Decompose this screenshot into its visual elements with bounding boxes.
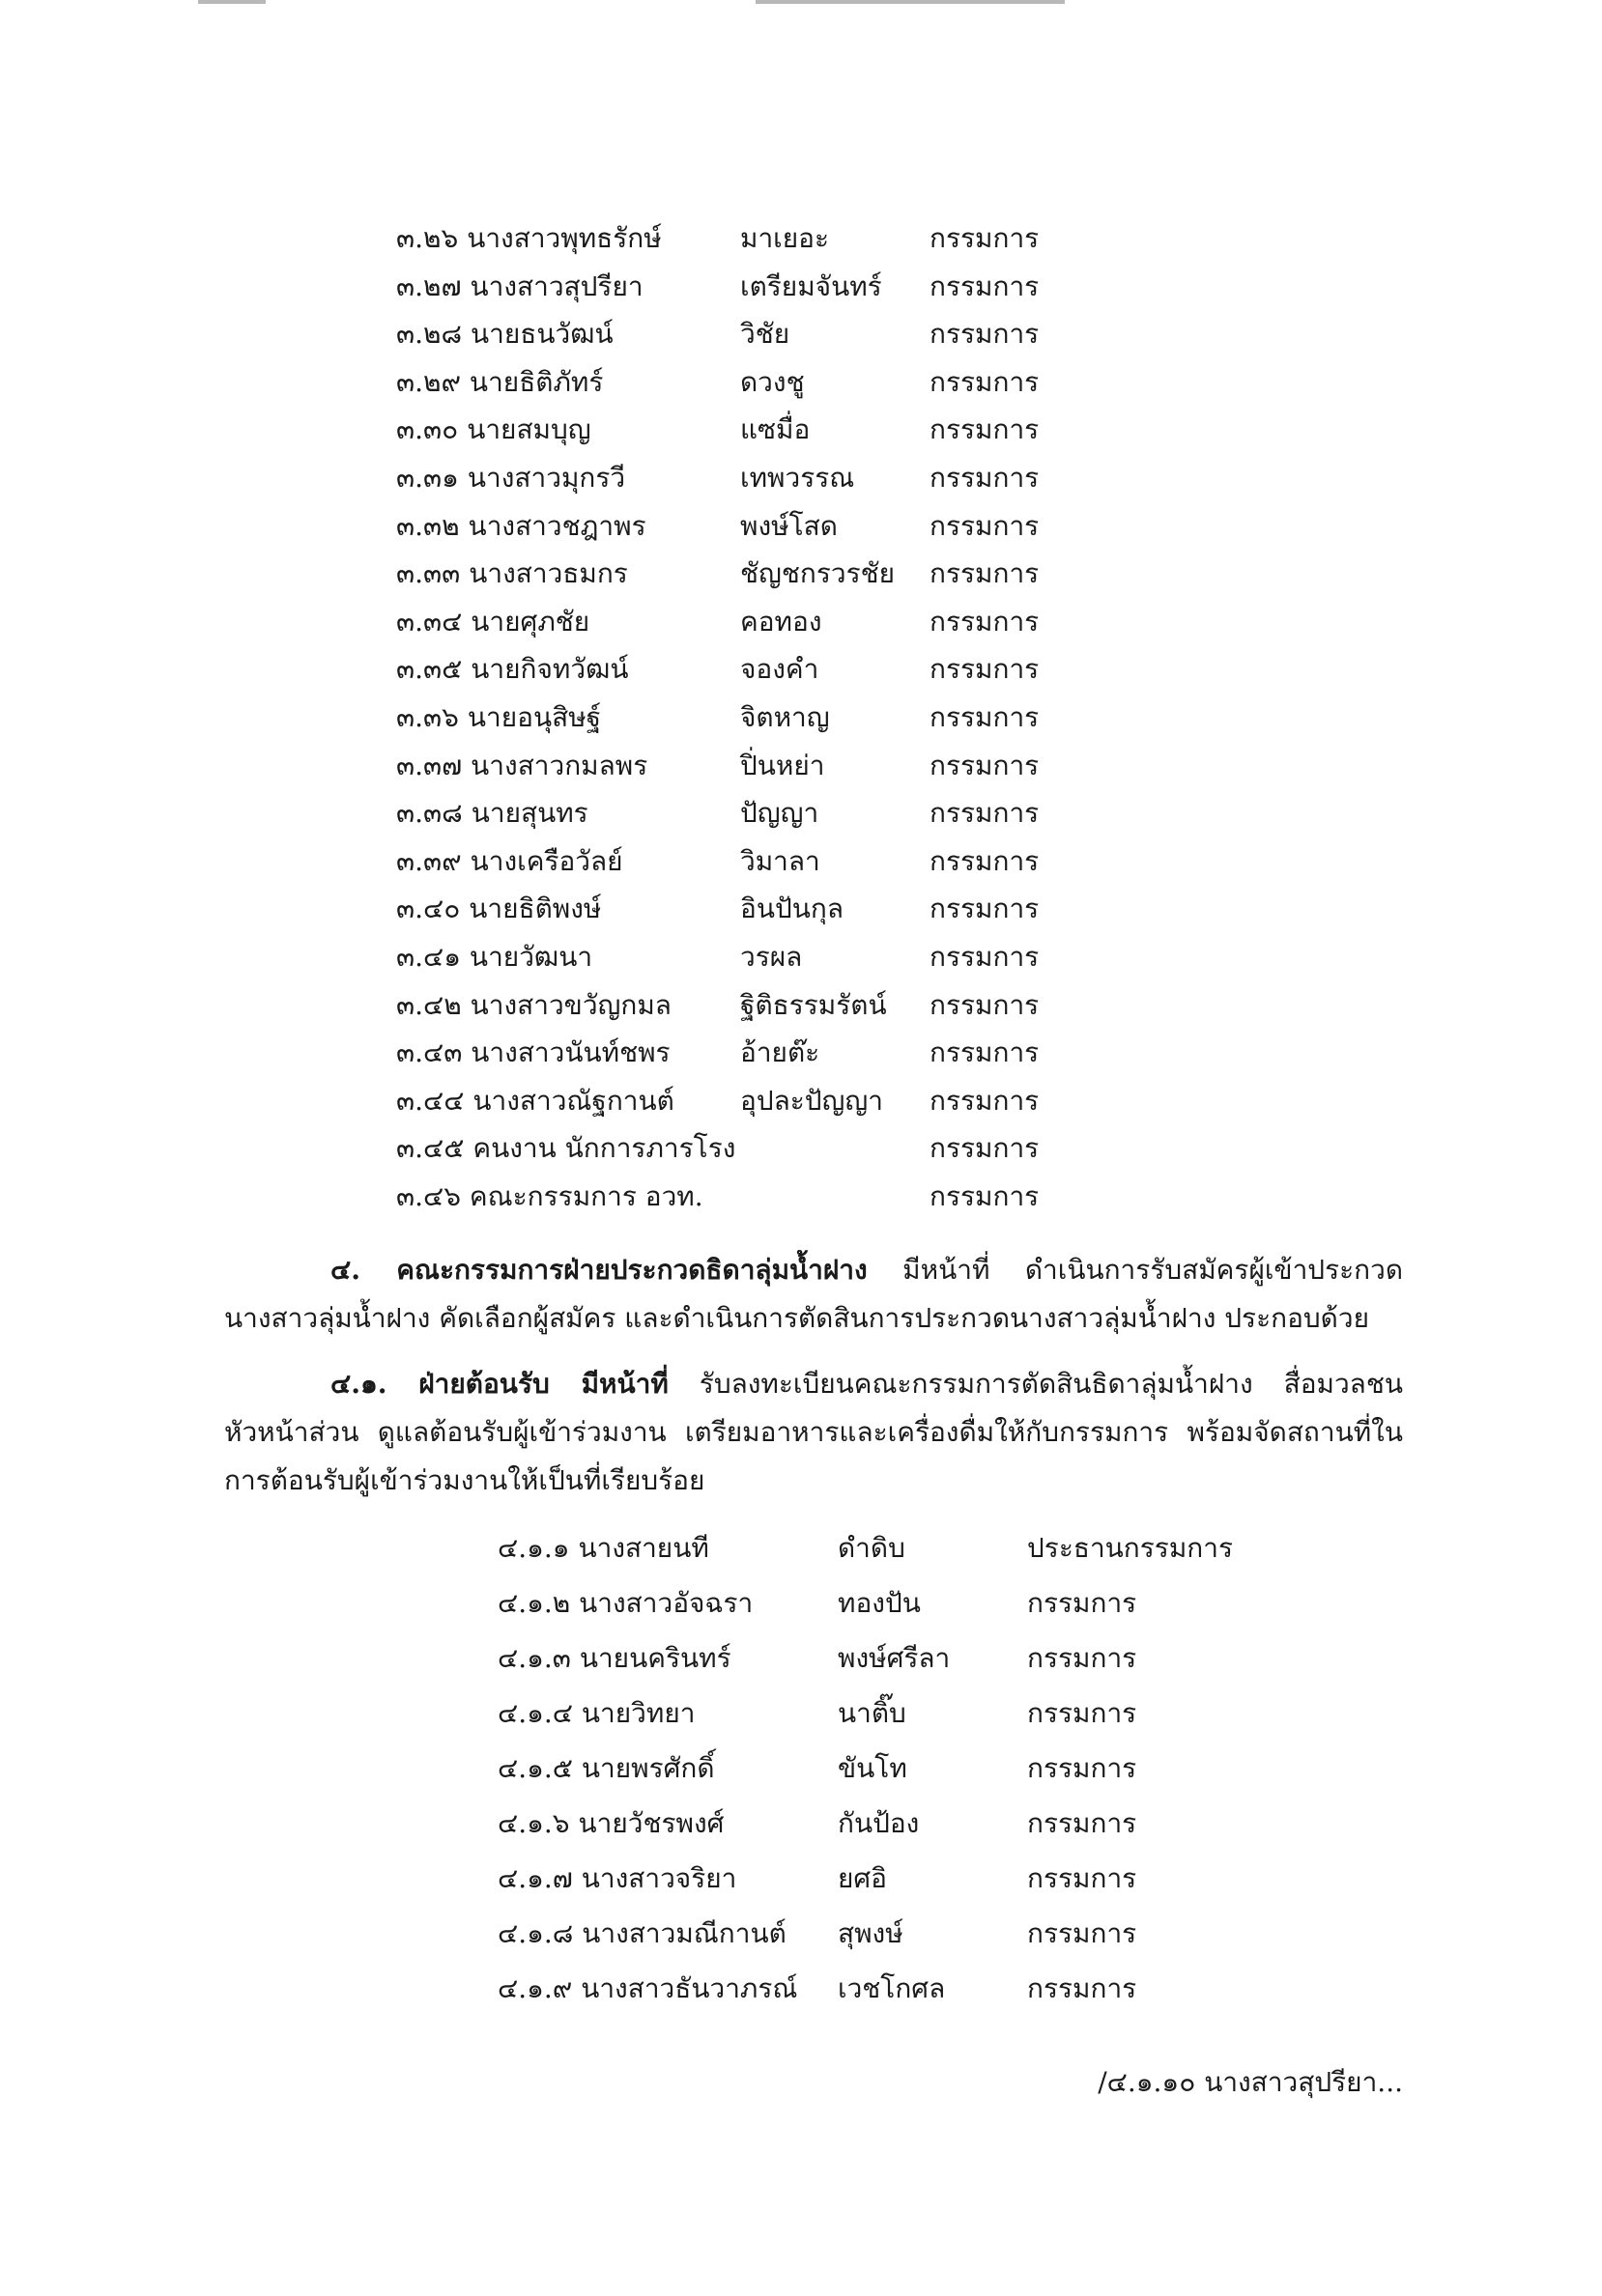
member-name: นายนครินทร์: [579, 1642, 731, 1674]
member-number: ๔.๑.๑: [498, 1532, 570, 1564]
member-name: นางสาวสุปรียา: [470, 269, 644, 302]
member-role: กรรมการ: [930, 222, 1040, 254]
member-name: นางสาวขวัญกมล: [470, 988, 672, 1021]
member-role: กรรมการ: [930, 988, 1040, 1021]
member-number: ๓.๔๒: [396, 988, 462, 1021]
member-number-name: [396, 742, 647, 790]
member-number-name: [396, 358, 603, 407]
member-number-name: [396, 598, 589, 646]
member-number: ๓.๔๑: [396, 940, 462, 973]
member-number: ๓.๓๒: [396, 509, 460, 542]
member-role: กรรมการ: [930, 605, 1040, 638]
member-name: นายศุภชัย: [471, 605, 590, 638]
member-role: กรรมการ: [930, 365, 1040, 398]
member-surname: ยศอิ: [838, 1862, 887, 1894]
member-role: กรรมการ: [930, 1132, 1040, 1165]
member-number: ๔.๑.๓: [498, 1642, 571, 1674]
member-number: ๓.๔๓: [396, 1036, 463, 1069]
member-name: นางสาวมุกรวี: [467, 461, 626, 494]
member-number: ๓.๓๙: [396, 844, 462, 877]
member-name: นางสาวกมลพร: [471, 749, 648, 781]
member-number-name: [396, 454, 625, 502]
member-role: กรรมการ: [930, 557, 1040, 590]
scan-artifact: [198, 0, 266, 4]
member-surname: สุพงษ์: [838, 1917, 903, 1949]
member-number: ๔.๑.๙: [498, 1972, 573, 2004]
member-number-name: [498, 1906, 787, 1961]
member-number: ๓.๓๔: [396, 605, 463, 638]
member-number-name: [396, 885, 601, 933]
member-surname: จิตหาญ: [740, 700, 830, 733]
member-role: กรรมการ: [930, 269, 1040, 302]
member-number: ๓.๓๖: [396, 700, 459, 733]
member-surname: พงษ์ศรีลา: [838, 1642, 951, 1674]
member-number: ๓.๒๙: [396, 365, 462, 398]
member-role: กรรมการ: [930, 1036, 1040, 1069]
member-role: กรรมการ: [930, 1179, 1040, 1212]
member-name: นายสุนทร: [471, 797, 588, 830]
member-role: กรรมการ: [930, 700, 1040, 733]
member-surname: ดวงชู: [740, 365, 805, 398]
member-number-name: [498, 1851, 736, 1906]
member-surname: วิมาลา: [740, 844, 820, 877]
member-number-name: [396, 933, 592, 981]
section4-text: มีหน้าที่ ดำเนินการรับสมัครผู้เข้าประกวดนางสาวลุ่มน้ำฝาง คัดเลือกผู้สมัคร และดำเนินการตัดสินการประกวดนางสาวลุ่มน้ำฝาง ประกอบด้วย: [224, 1254, 1403, 1334]
member-number-name: [498, 1630, 731, 1686]
member-number-name: [396, 310, 614, 358]
member-role: กรรมการ: [930, 749, 1040, 781]
member-number-name: [498, 1796, 724, 1851]
member-name: นายธนวัฒน์: [471, 318, 614, 351]
member-role: กรรมการ: [930, 940, 1040, 973]
member-role: กรรมการ: [1027, 1752, 1137, 1784]
member-surname: ฐิติธรรมรัตน์: [740, 988, 887, 1021]
member-surname: อ้ายต๊ะ: [740, 1036, 820, 1069]
section41-heading: ๔.๑. ฝ่ายต้อนรับ มีหน้าที่: [330, 1368, 669, 1400]
member-role: กรรมการ: [930, 509, 1040, 542]
member-number-name: [396, 263, 644, 311]
member-surname: วรผล: [740, 940, 803, 973]
member-surname: แซมื่อ: [740, 413, 811, 446]
member-surname: เตรียมจันทร์: [740, 269, 882, 302]
member-name: คนงาน นักการภารโรง: [472, 1132, 736, 1165]
member-number: ๓.๒๘: [396, 318, 463, 351]
section4-heading: ๔. คณะกรรมการฝ่ายประกวดธิดาลุ่มน้ำฝาง: [330, 1254, 868, 1286]
member-number: ๔.๑.๔: [498, 1697, 573, 1729]
member-number-name: [396, 1124, 735, 1173]
member-name: นางสาวชฎาพร: [468, 509, 646, 542]
member-name: นายธิติพงษ์: [469, 893, 602, 925]
member-number: ๔.๑.๖: [498, 1807, 570, 1839]
member-role: กรรมการ: [930, 844, 1040, 877]
member-name: นายธิติภัทร์: [469, 365, 604, 398]
member-role: กรรมการ: [930, 318, 1040, 351]
member-number-name: [396, 837, 623, 886]
member-number-name: [396, 981, 672, 1030]
member-role: ประธานกรรมการ: [1027, 1532, 1234, 1564]
member-surname: ทองปัน: [838, 1587, 921, 1619]
member-number-name: [396, 550, 628, 598]
member-name: นายวัชรพงศ์: [578, 1807, 725, 1839]
member-number-name: [396, 1029, 671, 1077]
member-number-name: [498, 1520, 709, 1575]
member-role: กรรมการ: [1027, 1697, 1137, 1729]
member-name: นายกิจทวัฒน์: [471, 653, 629, 686]
member-role: กรรมการ: [930, 413, 1040, 446]
member-number: ๔.๑.๕: [498, 1752, 573, 1784]
member-number: ๓.๒๖: [396, 222, 459, 254]
member-role: กรรมการ: [930, 797, 1040, 830]
member-surname: นาติ๊บ: [838, 1697, 906, 1729]
member-number: ๓.๓๐: [396, 413, 459, 446]
member-role: กรรมการ: [930, 653, 1040, 686]
member-surname: เวชโกศล: [838, 1972, 946, 2004]
member-name: นายวิทยา: [581, 1697, 696, 1729]
member-surname: อุปละปัญญา: [740, 1084, 883, 1117]
member-number-name: [396, 1173, 703, 1221]
member-number-name: [498, 1961, 797, 2016]
member-number: ๓.๓๕: [396, 653, 463, 686]
member-name: นางสาวนันท์ชพร: [471, 1036, 671, 1069]
member-surname: ขันโท: [838, 1752, 907, 1784]
member-number: ๓.๔๐: [396, 893, 461, 925]
member-surname: พงษ์โสด: [740, 509, 838, 542]
member-role: กรรมการ: [930, 461, 1040, 494]
member-number-name: [396, 214, 662, 263]
member-number: ๓.๓๓: [396, 557, 461, 590]
member-name: นายอนุสิษฐ์: [467, 700, 602, 733]
member-role: กรรมการ: [1027, 1642, 1137, 1674]
member-name: นายวัฒนา: [469, 940, 593, 973]
member-role: กรรมการ: [1027, 1807, 1137, 1839]
member-surname: คอทอง: [740, 605, 822, 638]
member-surname: ปิ่นหย่า: [740, 749, 825, 781]
member-number-name: [498, 1686, 695, 1741]
member-name: นางสาวพุทธรักษ์: [467, 222, 662, 254]
member-number: ๓.๓๑: [396, 461, 459, 494]
continuation-note: /๔.๑.๑๐ นางสาวสุปรียา...: [1098, 2066, 1403, 2098]
member-surname: ดำดิบ: [838, 1532, 905, 1564]
member-number: ๓.๔๕: [396, 1132, 465, 1165]
member-number: ๓.๓๘: [396, 797, 463, 830]
member-name: นางสาวธมกร: [469, 557, 628, 590]
member-surname: มาเยอะ: [740, 222, 830, 254]
member-surname: เทพวรรณ: [740, 461, 855, 494]
member-number: ๓.๔๖: [396, 1179, 462, 1212]
member-number-name: [498, 1741, 715, 1796]
scan-artifact: [756, 0, 1065, 4]
member-name: นางสายนที: [578, 1532, 709, 1564]
member-role: กรรมการ: [1027, 1917, 1137, 1949]
section4-paragraph: [224, 1246, 1403, 1343]
section41-paragraph: [224, 1360, 1403, 1505]
member-role: กรรมการ: [930, 1084, 1040, 1117]
member-number-name: [396, 789, 588, 837]
member-role: กรรมการ: [1027, 1972, 1137, 2004]
member-surname: วิชัย: [740, 318, 790, 351]
member-number: ๔.๑.๘: [498, 1917, 574, 1949]
member-name: นางเครือวัลย์: [470, 844, 623, 877]
member-name: นางสาวธันวาภรณ์: [581, 1972, 798, 2004]
member-role: กรรมการ: [1027, 1587, 1137, 1619]
member-name: นายพรศักดิ์: [581, 1752, 715, 1784]
member-number-name: [396, 645, 629, 694]
member-surname: ชัญชกรวรชัย: [740, 557, 896, 590]
member-name: นางสาวณัฐกานต์: [472, 1084, 674, 1117]
member-number: ๓.๔๔: [396, 1084, 465, 1117]
member-name: นางสาวอัจฉรา: [579, 1587, 754, 1619]
member-number: ๓.๓๗: [396, 749, 463, 781]
member-surname: ปัญญา: [740, 797, 819, 830]
member-surname: อินปันกุล: [740, 893, 844, 925]
member-number-name: [396, 694, 601, 742]
member-surname: จองคำ: [740, 653, 819, 686]
member-name: นางสาวจริยา: [581, 1862, 737, 1894]
member-number-name: [396, 1077, 674, 1125]
member-name: นางสาวมณีกานต์: [582, 1917, 787, 1949]
member-name: คณะกรรมการ อวท.: [469, 1179, 703, 1212]
member-number: ๔.๑.๗: [498, 1862, 573, 1894]
member-number-name: [396, 406, 591, 454]
member-number-name: [498, 1575, 753, 1630]
member-name: นายสมบุญ: [467, 413, 591, 446]
member-role: กรรมการ: [930, 893, 1040, 925]
member-surname: กันป้อง: [838, 1807, 920, 1839]
member-number-name: [396, 502, 646, 551]
member-number: ๓.๒๗: [396, 269, 462, 302]
section41-text: รับลงทะเบียนคณะกรรมการตัดสินธิดาลุ่มน้ำฝาง สื่อมวลชน หัวหน้าส่วน ดูแลต้อนรับผู้เข้าร่วมงาน เตรียมอาหารและเครื่องดื่มให้กับกรรมการ พร้อมจัดสถานที่ในการต้อนรับผู้เข้าร่วมงานให้เป็นที่เรียบร้อย: [224, 1368, 1403, 1496]
member-role: กรรมการ: [1027, 1862, 1137, 1894]
member-number: ๔.๑.๒: [498, 1587, 571, 1619]
